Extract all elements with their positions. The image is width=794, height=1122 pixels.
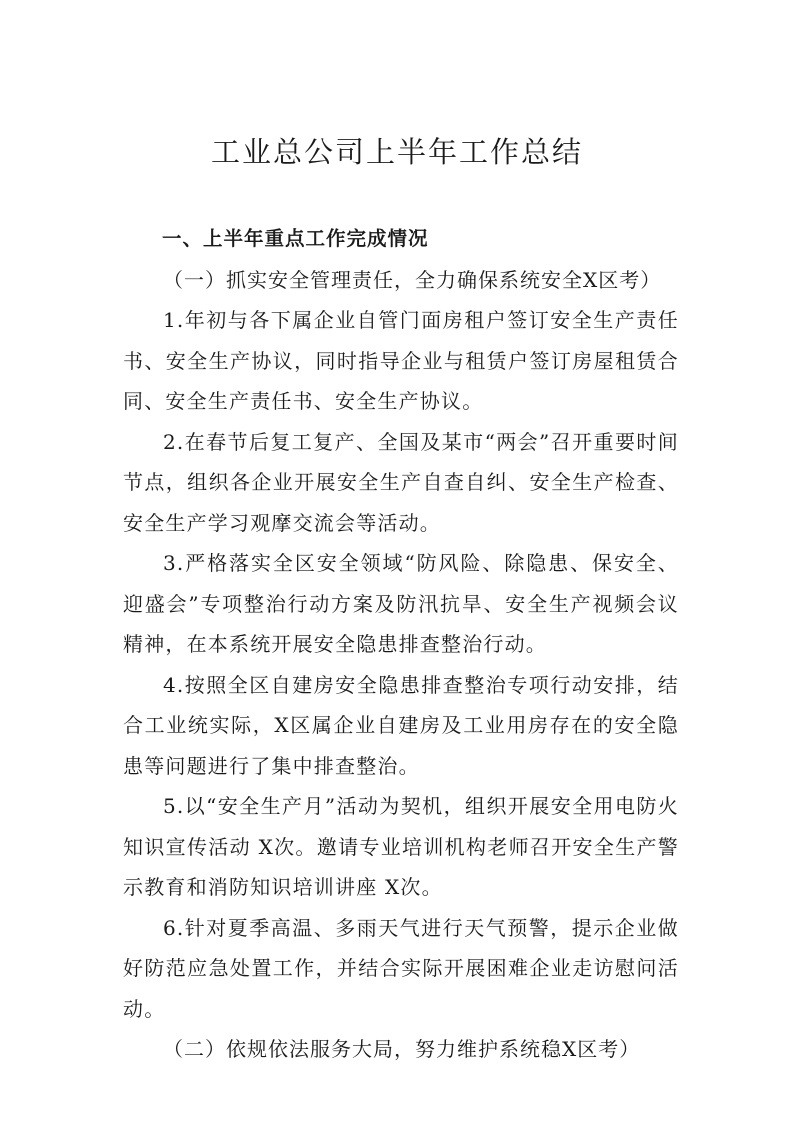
document-body [123, 219, 679, 1070]
section-heading-1: 一、上半年重点工作完成情况 [162, 227, 429, 250]
paragraph-item-4: 4.按照全区自建房安全隐患排查整治专项行动安排，结合工业统实际，X区属企业自建房及工业用房存在的安全隐患等问题进行了集中排查整治。 [123, 672, 679, 778]
paragraph-item-6: 6.针对夏季高温、多雨天气进行天气预警，提示企业做好防范应急处置工作，并结合实际开展困难企业走访慰问活动。 [123, 915, 679, 1021]
paragraph-item-2: 2.在春节后复工复产、全国及某市“两会”召开重要时间节点，组织各企业开展安全生产自查自纠、安全生产检查、安全生产学习观摩交流会等活动。 [123, 429, 679, 535]
paragraph-item-3: 3.严格落实全区安全领域“防风险、除隐患、保安全、迎盛会”专项整治行动方案及防汛抗旱、安全生产视频会议精神，在本系统开展安全隐患排查整治行动。 [123, 551, 679, 656]
subsection-heading-2: （二）依规依法服务大局，努力维护系统稳X区考） [163, 1037, 641, 1061]
document-title: 工业总公司上半年工作总结 [210, 135, 583, 169]
paragraph-item-1: 1.年初与各下属企业自管门面房租户签订安全生产责任书、安全生产协议，同时指导企业与租赁户签订房屋租赁合同、安全生产责任书、安全生产协议。 [123, 308, 679, 413]
subsection-heading-1: （一）抓实安全管理责任，全力确保系统安全X区考） [163, 267, 662, 292]
paragraph-item-5: 5.以“安全生产月”活动为契机，组织开展安全用电防火知识宣传活动 X次。邀请专业培训机构老师召开安全生产警示教育和消防知识培训讲座 X次。 [123, 794, 679, 899]
